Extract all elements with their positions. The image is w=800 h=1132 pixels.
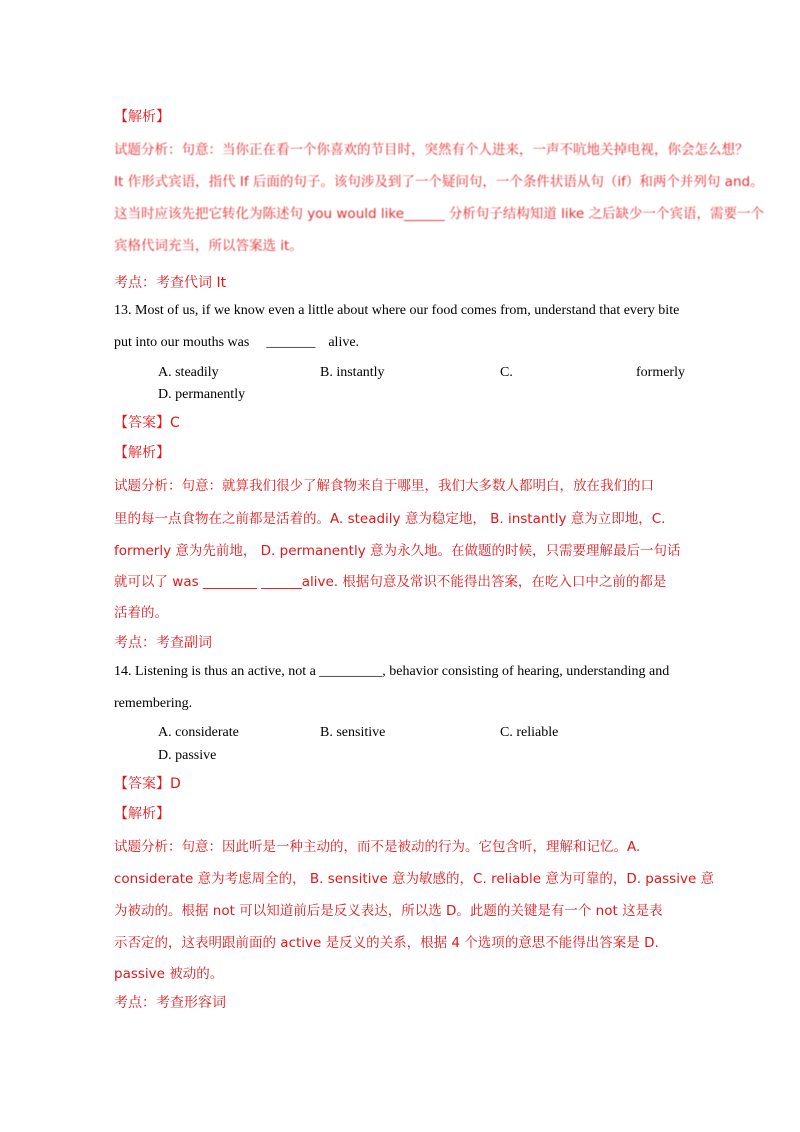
analysis-line: 宾格代词充当，所以答案选 it。: [114, 238, 303, 254]
analysis-line: passive 被动的。: [114, 966, 224, 982]
option-c: C. reliable: [500, 725, 559, 740]
analysis-label: 【解析】: [114, 445, 170, 461]
analysis-line: 试题分析：句意：当你正在看一个你喜欢的节目时，突然有个人进来，一声不吭地关掉电视，你会怎么想？: [114, 142, 749, 158]
analysis-line: 就可以了 was ________ ______alive. 根据句意及常识不能得出答案，在吃入口中之前的都是: [114, 574, 667, 590]
analysis-line: 试题分析：句意：就算我们很少了解食物来自于哪里，我们大多数人都明白，放在我们的口: [114, 478, 654, 494]
option-d: D. passive: [158, 748, 217, 763]
question-13-stem: put into our mouths was: [114, 335, 250, 350]
option-a: A. steadily: [158, 365, 219, 380]
option-b: B. instantly: [320, 365, 385, 380]
option-c-text: formerly: [636, 365, 685, 380]
analysis-line: 里的每一点食物在之前都是活着的。A. steadily 意为稳定地， B. instantly 意为立即地，C.: [114, 511, 666, 527]
analysis-label: 【解析】: [114, 806, 170, 822]
option-c: C.: [500, 365, 513, 380]
analysis-label: 【解析】: [114, 109, 170, 125]
analysis-line: 活着的。: [114, 605, 168, 621]
question-14-text-line2: remembering.: [114, 696, 193, 711]
option-b: B. sensitive: [320, 725, 386, 740]
keypoint: 考点：考查副词: [114, 635, 212, 651]
keypoint: 考点：考查代词 It: [114, 275, 227, 291]
analysis-line: 这当时应该先把它转化为陈述句 you would like______ 分析句子结构知道 like 之后缺少一个宾语，需要一个: [114, 206, 765, 222]
analysis-line: considerate 意为考虑周全的， B. sensitive 意为敏感的，C. reliable 意为可靠的，D. passive 意: [114, 871, 715, 887]
question-13-text-line1: 13. Most of us, if we know even a little about where our food comes from, understand that every bite: [114, 303, 680, 318]
question-13-text-line2: [114, 335, 359, 351]
analysis-line: It 作形式宾语，指代 If 后面的句子。该句涉及到了一个疑问句，一个条件状语从句（if）和两个并列句 and。: [114, 174, 764, 190]
analysis-line: formerly 意为先前地， D. permanently 意为永久地。在做题的时候，只需要理解最后一句话: [114, 543, 681, 559]
keypoint: 考点：考查形容词: [114, 995, 226, 1011]
answer-label: 【答案】D: [114, 776, 181, 792]
option-d: D. permanently: [158, 387, 246, 402]
question-13-stem-end: alive.: [328, 335, 360, 350]
option-a: A. considerate: [158, 725, 239, 740]
analysis-line: 为被动的。根据 not 可以知道前后是反义表达，所以选 D。此题的关键是有一个 not 这是表: [114, 903, 663, 919]
answer-label: 【答案】C: [114, 415, 180, 431]
question-14-text-line1: 14. Listening is thus an active, not a _________, behavior consisting of hearing, understanding and: [114, 664, 670, 679]
analysis-line: 试题分析：句意：因此听是一种主动的，而不是被动的行为。它包含听，理解和记忆。A.: [114, 839, 641, 855]
analysis-line: 示否定的，这表明跟前面的 active 是反义的关系，根据 4 个选项的意思不能得出答案是 D.: [114, 935, 659, 951]
answer-blank: _______: [266, 335, 316, 350]
